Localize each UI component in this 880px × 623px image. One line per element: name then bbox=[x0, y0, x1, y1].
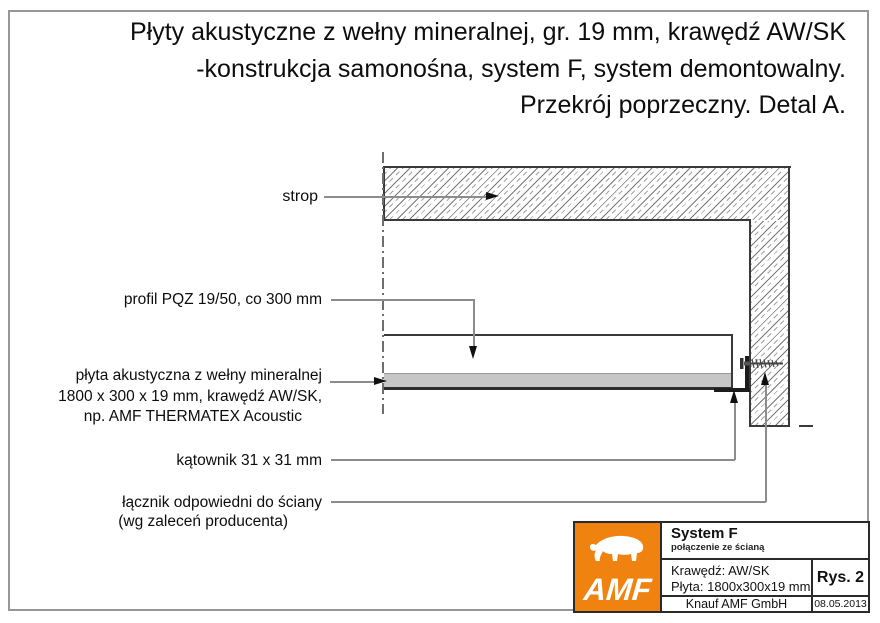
katownik-leader-line-h bbox=[331, 459, 735, 461]
wall-bottom-edge bbox=[749, 425, 790, 427]
label-profil: profil PQZ 19/50, co 300 mm bbox=[123, 291, 322, 308]
acoustic-panel bbox=[384, 373, 731, 390]
profil-arrowhead bbox=[469, 346, 477, 359]
wall-hatch bbox=[750, 221, 788, 427]
profile-top-line bbox=[384, 334, 733, 336]
polar-bear-icon bbox=[584, 530, 650, 564]
label-lacznik bbox=[118, 493, 322, 531]
ceiling-slab-hatch bbox=[384, 168, 790, 220]
title-line-3: Przekrój poprzeczny. Detal A. bbox=[519, 91, 846, 119]
profil-leader-line-v bbox=[473, 299, 475, 347]
lacznik-leader-line-h bbox=[331, 501, 766, 503]
slab-top-edge bbox=[383, 166, 791, 168]
plate-spec: Płyta: 1800x300x19 mm bbox=[671, 579, 811, 594]
outer-right-edge bbox=[788, 166, 790, 427]
wall-screw-icon bbox=[739, 356, 785, 371]
label-strop: strop bbox=[282, 188, 318, 205]
slab-bottom-edge bbox=[383, 219, 751, 221]
system-name: System F bbox=[671, 525, 738, 542]
label-plyta-line1: płyta akustyczna z wełny mineralnej bbox=[75, 367, 322, 384]
label-katownik: kątownik 31 x 31 mm bbox=[176, 452, 322, 469]
profil-leader-line-h bbox=[331, 299, 473, 301]
edge-spec: Krawędź: AW/SK bbox=[671, 563, 770, 578]
lacznik-arrowhead bbox=[761, 372, 769, 385]
amf-logo bbox=[575, 523, 660, 611]
lacznik-leader-line-v bbox=[765, 380, 767, 502]
title-block-spec-row bbox=[662, 560, 868, 597]
title-block-system-row bbox=[662, 523, 868, 560]
plyta-arrowhead bbox=[374, 377, 387, 385]
label-lacznik-line1: łącznik odpowiedni do ściany bbox=[122, 494, 322, 511]
title-block-info bbox=[660, 523, 868, 611]
plyta-leader-line bbox=[330, 381, 376, 383]
profile-right-line bbox=[731, 334, 733, 390]
strop-arrowhead bbox=[486, 192, 499, 200]
label-plyta-line2: 1800 x 300 x 19 mm, krawędź AW/SK, bbox=[58, 387, 322, 405]
wall-break-dash bbox=[799, 425, 813, 427]
amf-logo-text: AMF bbox=[582, 572, 653, 607]
katownik-leader-line-v bbox=[734, 398, 736, 460]
system-subtitle: połączenie ze ścianą bbox=[671, 542, 765, 553]
strop-leader-line bbox=[324, 196, 488, 198]
spec-cell bbox=[662, 560, 811, 595]
label-plyta bbox=[58, 366, 322, 428]
drawing-date: 08.05.2013 bbox=[811, 597, 868, 611]
katownik-arrowhead bbox=[730, 390, 738, 403]
title-block-footer-row bbox=[662, 597, 868, 611]
title-block bbox=[573, 521, 870, 613]
label-plyta-line3: np. AMF THERMATEX Acoustic bbox=[83, 408, 302, 425]
drawing-number: Rys. 2 bbox=[811, 560, 868, 595]
title-line-1: Płyty akustyczne z wełny mineralnej, gr. 19 mm, krawędź AW/SK bbox=[130, 18, 846, 46]
company-name: Knauf AMF GmbH bbox=[685, 597, 788, 611]
wall-left-edge bbox=[749, 219, 751, 427]
drawing-title bbox=[130, 14, 846, 124]
label-lacznik-line2: (wg zaleceń producenta) bbox=[118, 513, 288, 530]
title-line-2: -konstrukcja samonośna, system F, system demontowalny. bbox=[196, 54, 846, 83]
